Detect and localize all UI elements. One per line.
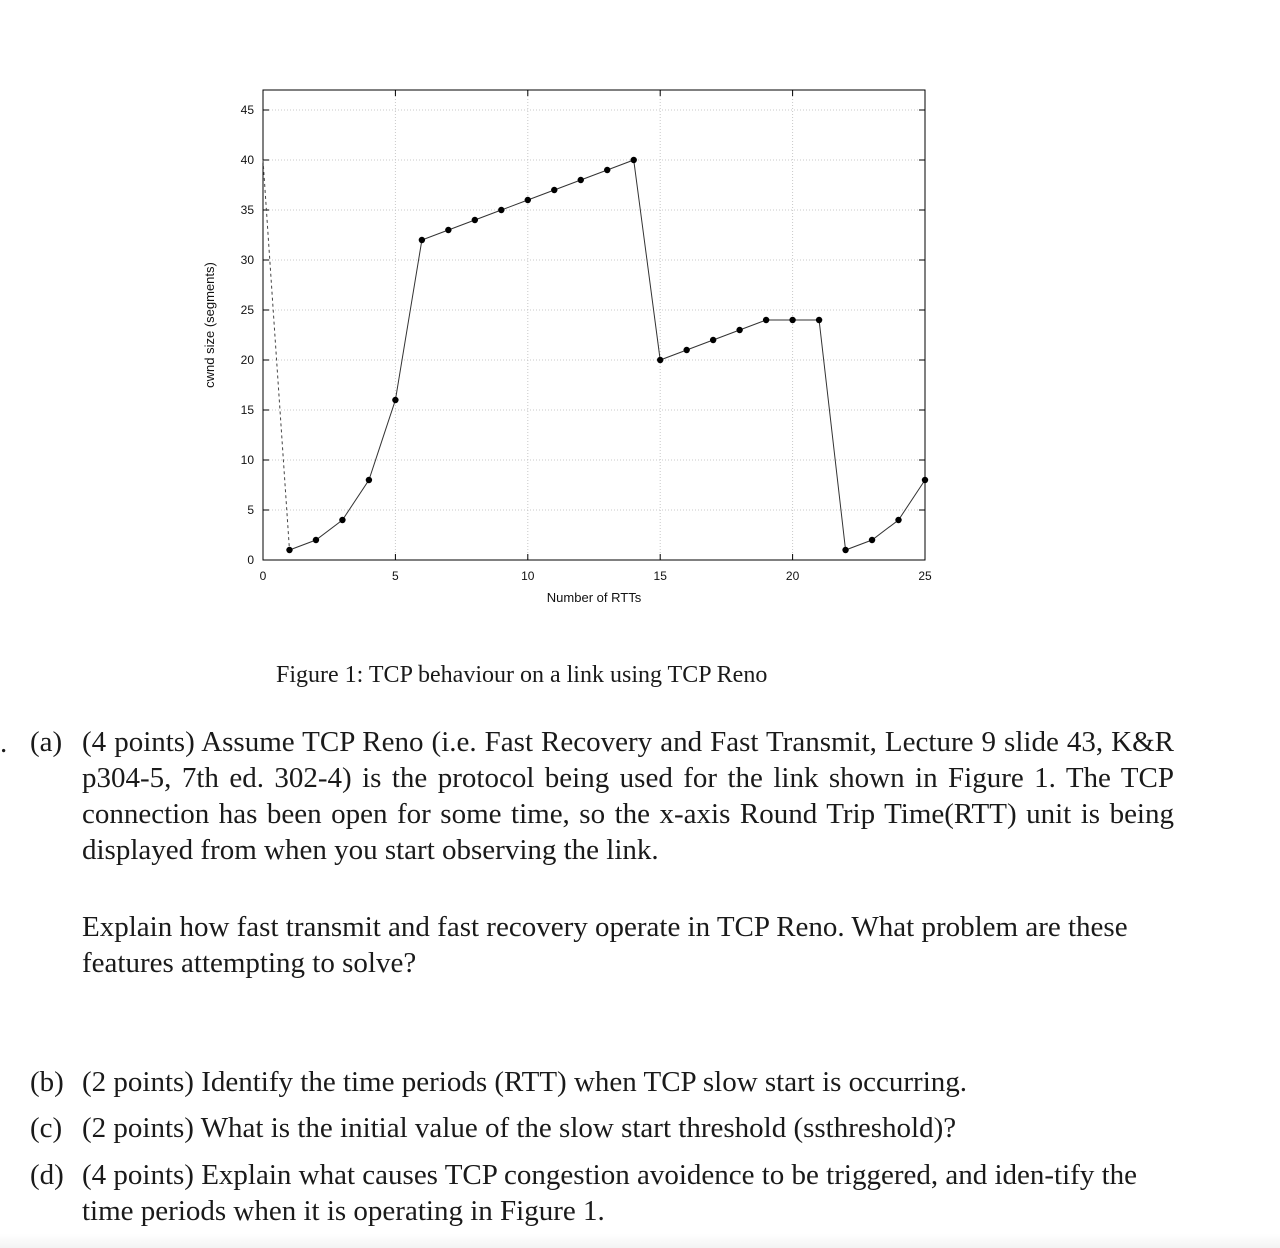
question-d	[30, 1157, 1174, 1229]
data-point	[366, 477, 372, 483]
question-c	[30, 1110, 1174, 1146]
x-tick-label: 5	[392, 569, 399, 583]
leading-mark: .	[0, 727, 8, 759]
y-tick-label: 15	[240, 403, 254, 417]
x-tick-label: 0	[259, 569, 267, 583]
axis-ticks	[241, 90, 932, 583]
data-point	[842, 547, 848, 553]
data-point	[683, 347, 689, 353]
question-b-label: (b)	[30, 1066, 64, 1098]
question-a-label: (a)	[30, 726, 63, 758]
y-tick-label: 25	[240, 303, 254, 317]
dashed-series-line	[263, 160, 289, 550]
x-tick-label: 15	[653, 569, 667, 583]
x-tick-label: 25	[918, 569, 932, 583]
data-point	[498, 207, 504, 213]
data-point	[922, 477, 928, 483]
question-b-text: (2 points) Identify the time periods (RTT) when TCP slow start is occurring.	[82, 1066, 968, 1098]
y-tick-label: 20	[240, 353, 254, 367]
data-point	[419, 237, 425, 243]
data-point	[736, 327, 742, 333]
data-point	[816, 317, 822, 323]
question-d-text: (4 points) Explain what causes TCP congestion avoidence to be triggered, and iden-tify the time periods when it is operating in Figure 1.	[82, 1159, 1138, 1227]
y-tick-label: 5	[247, 503, 254, 517]
y-tick-label: 45	[240, 103, 254, 117]
question-a-followup	[82, 909, 1174, 981]
question-b	[30, 1064, 1174, 1100]
x-tick-label: 10	[521, 569, 535, 583]
question-c-label: (c)	[30, 1112, 63, 1144]
cwnd-series-line	[289, 160, 925, 550]
data-point	[392, 397, 398, 403]
y-tick-label: 40	[240, 153, 254, 167]
data-point	[763, 317, 769, 323]
question-a-followup-text: Explain how fast transmit and fast recovery operate in TCP Reno. What problem are these features attempting to solve?	[82, 911, 1128, 979]
data-point	[525, 197, 531, 203]
y-tick-label: 30	[240, 253, 254, 267]
question-a	[30, 724, 1174, 868]
data-point	[286, 547, 292, 553]
data-point	[631, 157, 637, 163]
figure-caption: Figure 1: TCP behaviour on a link using TCP Reno	[276, 662, 768, 688]
data-point	[657, 357, 663, 363]
y-tick-label: 35	[240, 203, 254, 217]
x-tick-label: 20	[785, 569, 800, 583]
data-point	[895, 517, 901, 523]
data-point	[313, 537, 319, 543]
x-axis-label: Number of RTTs	[546, 590, 642, 605]
y-axis-label: cwnd size (segments)	[202, 262, 217, 388]
question-a-text: (4 points) Assume TCP Reno (i.e. Fast Recovery and Fast Transmit, Lecture 9 slide 43, K&R p304-5, 7th ed. 302-4) is the protocol being used for the link shown in Figure 1. The TCP connection has been open for some time, so the x-axis Round Trip Time(RTT) unit is being displayed from when you start observing the link.	[82, 726, 1174, 866]
data-point	[604, 167, 610, 173]
y-tick-label: 10	[240, 453, 254, 467]
data-point	[472, 217, 478, 223]
data-point	[789, 317, 795, 323]
y-tick-label: 0	[247, 553, 254, 567]
data-point	[339, 517, 345, 523]
page-edge-shadow	[0, 1234, 1280, 1248]
data-points	[286, 157, 928, 553]
data-point	[869, 537, 875, 543]
data-point	[551, 187, 557, 193]
series-lines	[263, 160, 925, 550]
question-d-label: (d)	[30, 1159, 64, 1191]
data-point	[445, 227, 451, 233]
question-c-text: (2 points) What is the initial value of the slow start threshold (ssthreshold)?	[82, 1112, 957, 1144]
data-point	[578, 177, 584, 183]
data-point	[710, 337, 716, 343]
